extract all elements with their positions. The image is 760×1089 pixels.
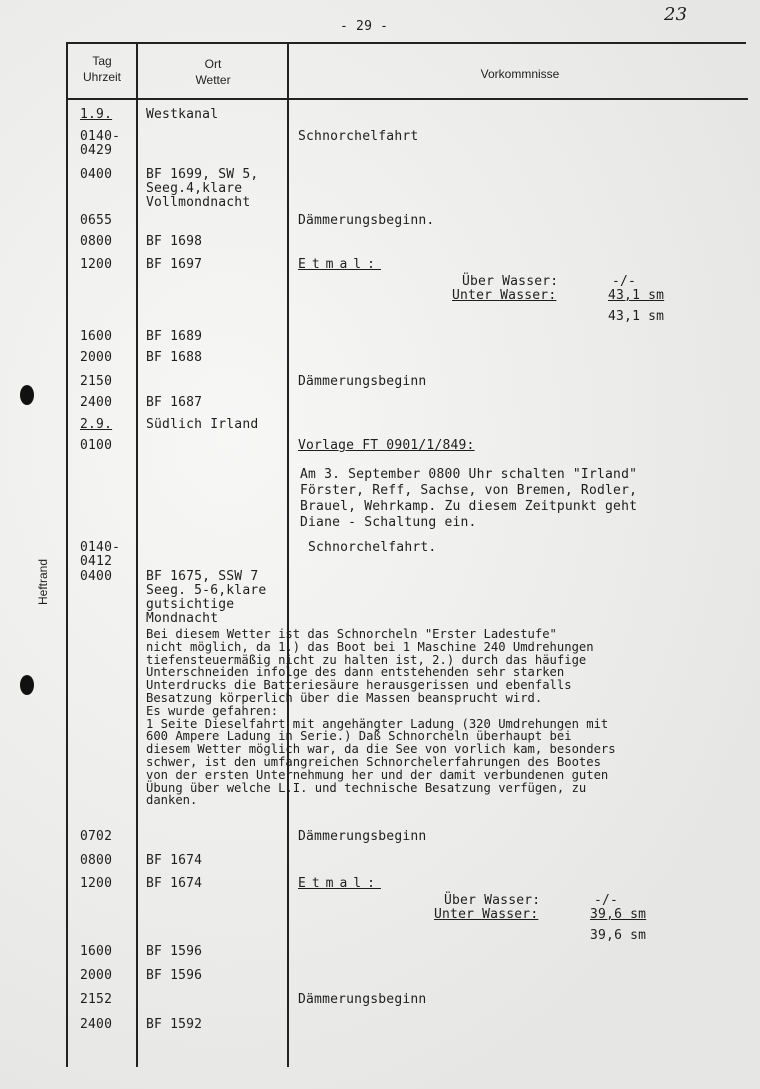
punch-hole-bottom	[20, 675, 34, 695]
column-rule-left	[66, 42, 68, 1067]
entry-time: 0140- 0412	[80, 540, 121, 569]
entry-place: BF 1689	[146, 329, 203, 344]
entry-time: 0400	[80, 167, 113, 182]
entry-place: BF 1674	[146, 853, 203, 868]
etmal-label: Etmal:	[298, 876, 381, 891]
entry-place: BF 1687	[146, 395, 203, 410]
archive-stamp-number: 23	[664, 4, 688, 25]
entry-place: Westkanal	[146, 107, 219, 122]
margin-label: Heftrand	[36, 558, 50, 605]
entry-time: 2.9.	[80, 417, 113, 432]
column-rule-2	[287, 42, 289, 1067]
entry-place: BF 1596	[146, 944, 203, 959]
etmal-ueber-label: Über Wasser:	[444, 893, 541, 908]
entry-place: BF 1592	[146, 1017, 203, 1032]
entry-time: 0400	[80, 569, 113, 584]
entry-body-text: Am 3. September 0800 Uhr schalten "Irland" Förster, Reff, Sachse, von Bremen, Rodler, Brauel, Wehrkamp. Zu diesem Zeitpunkt geht Diane - Schaltung ein.	[300, 467, 638, 530]
etmal-ueber-value: -/-	[612, 274, 637, 289]
entry-time: 1200	[80, 257, 113, 272]
entry-time: 0702	[80, 829, 113, 844]
entry-long-text: Bei diesem Wetter ist das Schnorcheln "Erster Ladestufe" nicht möglich, da 1.) das Boot bei 1 Maschine 240 Umdrehungen tiefensteuermäßig nicht zu halten ist, 2.) durch das häufige Unterschneiden infolge des dann entstehenden sehr starken Unterdrucks die Batteriesäure herausgerissen und ebenfalls Besatzung körperlich über die Massen beansprucht wird. Es wurde gefahren: 1 Seite Dieselfahrt mit angehängter Ladung (320 Umdrehungen mit 600 Ampere Ladung in Serie.) Daß Schnorcheln überhaupt bei diesem Wetter möglich war, da die See von vorlich kam, besonders schwer, ist den umfangreichen Schnorchelerfahrungen des Bootes von der ersten Unternehmung her und der damit verbundenen guten Übung über welche L.I. und technische Besatzung verfügen, zu danken.	[146, 627, 616, 808]
etmal-unter-label: Unter Wasser:	[434, 907, 539, 922]
etmal-ueber-value: -/-	[594, 893, 619, 908]
entry-place: BF 1699, SW 5, Seeg.4,klare Vollmondnacht	[146, 167, 259, 210]
punch-hole-top	[20, 385, 34, 405]
entry-place: BF 1688	[146, 350, 203, 365]
entry-time: 2000	[80, 350, 113, 365]
header-bottom-rule	[66, 98, 748, 100]
entry-event: Dämmerungsbeginn	[298, 992, 427, 1007]
etmal-total: 39,6 sm	[590, 928, 647, 943]
header-tag-uhrzeit: Tag Uhrzeit	[82, 54, 121, 84]
table-top-rule	[66, 42, 746, 44]
column-rule-1	[136, 42, 138, 1067]
entry-time: 0100	[80, 438, 113, 453]
entry-time: 1600	[80, 329, 113, 344]
etmal-unter-value: 39,6 sm	[590, 907, 647, 922]
entry-time: 0800	[80, 853, 113, 868]
entry-event: Schnorchelfahrt	[298, 129, 419, 144]
etmal-label: Etmal:	[298, 257, 381, 272]
entry-place: BF 1675, SSW 7 Seeg. 5-6,klare gutsichtige Mondnacht	[146, 569, 267, 626]
entry-time: 2150	[80, 374, 113, 389]
entry-time: 2152	[80, 992, 113, 1007]
entry-time: 0800	[80, 234, 113, 249]
entry-event: Dämmerungsbeginn	[298, 374, 427, 389]
entry-event: Schnorchelfahrt.	[308, 540, 437, 555]
entry-place: BF 1697	[146, 257, 203, 272]
etmal-unter-value: 43,1 sm	[608, 288, 665, 303]
entry-place: BF 1698	[146, 234, 203, 249]
entry-time: 0140- 0429	[80, 129, 121, 158]
entry-event: Dämmerungsbeginn.	[298, 213, 435, 228]
entry-place: BF 1674	[146, 876, 203, 891]
header-vorkommnisse: Vorkommnisse	[480, 67, 560, 81]
entry-event: Vorlage FT 0901/1/849:	[298, 438, 475, 453]
etmal-ueber-label: Über Wasser:	[462, 274, 559, 289]
etmal-total: 43,1 sm	[608, 309, 665, 324]
entry-time: 1200	[80, 876, 113, 891]
entry-time: 2400	[80, 395, 113, 410]
entry-time: 1.9.	[80, 107, 113, 122]
entry-time: 2400	[80, 1017, 113, 1032]
entry-time: 1600	[80, 944, 113, 959]
entry-place: Südlich Irland	[146, 417, 259, 432]
entry-event: Dämmerungsbeginn	[298, 829, 427, 844]
entry-time: 0655	[80, 213, 113, 228]
header-ort-wetter: Ort Wetter	[195, 57, 231, 87]
page-number: - 29 -	[340, 19, 389, 34]
entry-time: 2000	[80, 968, 113, 983]
entry-place: BF 1596	[146, 968, 203, 983]
etmal-unter-label: Unter Wasser:	[452, 288, 557, 303]
